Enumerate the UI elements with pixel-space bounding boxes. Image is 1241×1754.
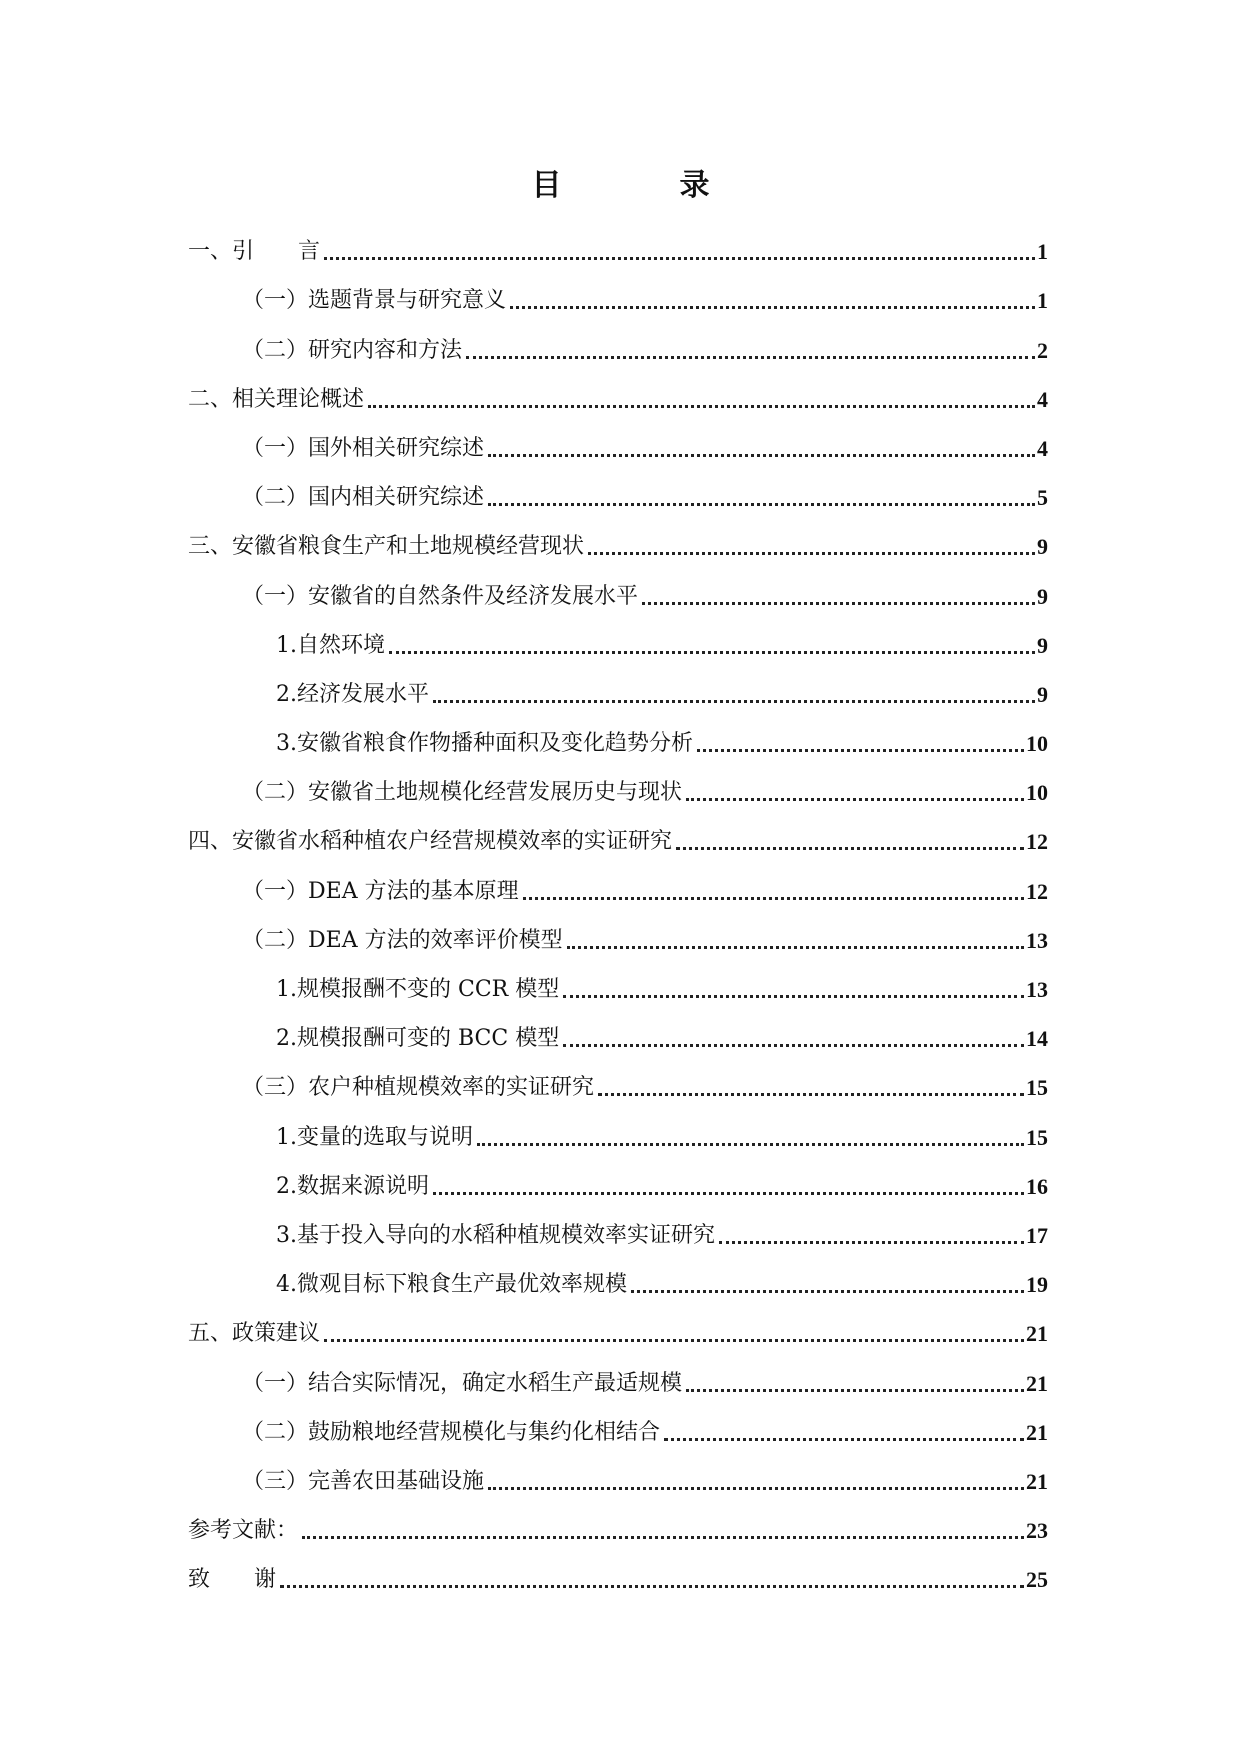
toc-entry-page-number: 10 — [1026, 731, 1048, 757]
toc-entry-page-number: 13 — [1026, 977, 1048, 1002]
toc-entry-text: （一）DEA 方法的基本原理 — [242, 878, 519, 904]
dot-leader — [324, 257, 1035, 260]
toc-entry-page-number: 16 — [1026, 1173, 1048, 1199]
toc-entry-text: 2.规模报酬可变的 BCC 模型 — [276, 1026, 560, 1052]
toc-entry[interactable] — [188, 1054, 1048, 1103]
dot-leader — [523, 897, 1024, 900]
dot-leader — [631, 1290, 1024, 1293]
toc-entry-text: （一）安徽省的自然条件及经济发展水平 — [242, 583, 639, 609]
dot-leader — [488, 503, 1035, 506]
dot-leader — [697, 749, 1024, 752]
dot-leader — [389, 651, 1035, 654]
toc-entry-page-number: 4 — [1037, 386, 1048, 412]
dot-leader — [433, 700, 1035, 703]
toc-entry-page-number: 4 — [1037, 435, 1048, 461]
dot-leader — [719, 1241, 1024, 1244]
toc-entry[interactable] — [188, 956, 1048, 1005]
toc-entry[interactable] — [188, 612, 1048, 661]
toc-entry-page-number: 21 — [1026, 1321, 1048, 1347]
dot-leader — [368, 405, 1035, 408]
toc-entry-page-number: 25 — [1026, 1567, 1048, 1593]
toc-entry-text: （一）国外相关研究综述 — [242, 435, 485, 461]
toc-entry-page-number: 10 — [1026, 780, 1048, 806]
toc-entry-page-number: 14 — [1026, 1026, 1048, 1052]
toc-entry[interactable] — [188, 1349, 1048, 1398]
toc-entry-text: 致 谢 — [188, 1567, 277, 1593]
toc-entry[interactable] — [188, 513, 1048, 562]
toc-entry-text: （二）安徽省土地规模化经营发展历史与现状 — [242, 780, 683, 806]
toc-entry-page-number: 21 — [1026, 1468, 1048, 1494]
toc-entry-page-number: 9 — [1037, 681, 1048, 707]
toc-entry-text: 一、引 言 — [188, 239, 321, 265]
toc-entry-text: 1.变量的选取与说明 — [276, 1124, 473, 1150]
dot-leader — [466, 356, 1035, 359]
toc-entry-page-number: 12 — [1026, 878, 1048, 904]
toc-entry[interactable] — [188, 907, 1048, 956]
toc-entry-page-number: 1 — [1037, 288, 1048, 314]
toc-entry[interactable] — [188, 661, 1048, 710]
dot-leader — [477, 1143, 1024, 1146]
toc-entry-text: 五、政策建议 — [188, 1321, 321, 1347]
toc-entry-text: （三）农户种植规模效率的实证研究 — [242, 1075, 595, 1101]
toc-entry-page-number: 9 — [1037, 632, 1048, 658]
toc-entry-text: （三）完善农田基础设施 — [242, 1468, 485, 1494]
toc-entry-page-number: 15 — [1026, 1075, 1048, 1101]
dot-leader — [598, 1093, 1024, 1096]
toc-title: 目 录 — [531, 168, 754, 203]
toc-entry[interactable] — [188, 759, 1048, 808]
toc-entry-text: 参考文献： — [188, 1518, 299, 1544]
toc-entry-text: 3.基于投入导向的水稻种植规模效率实证研究 — [276, 1222, 715, 1248]
toc-entry[interactable] — [188, 562, 1048, 611]
toc-entry-text: 1.自然环境 — [276, 632, 385, 658]
toc-entry-text: 2.数据来源说明 — [276, 1173, 429, 1199]
dot-leader — [686, 1389, 1024, 1392]
toc-entry[interactable] — [188, 1251, 1048, 1300]
toc-entry[interactable] — [188, 808, 1048, 857]
dot-leader — [676, 847, 1024, 850]
toc-entry-text: 二、相关理论概述 — [188, 386, 365, 412]
toc-entry-text: 4.微观目标下粮食生产最优效率规模 — [276, 1272, 627, 1298]
toc-entry-text: （一）结合实际情况，确定水稻生产最适规模 — [242, 1370, 683, 1396]
dot-leader — [488, 1487, 1024, 1490]
toc-entry[interactable] — [188, 366, 1048, 415]
toc-entry-page-number: 2 — [1037, 337, 1048, 363]
dot-leader — [280, 1585, 1024, 1588]
toc-entry-page-number: 17 — [1026, 1222, 1048, 1248]
dot-leader — [563, 1044, 1024, 1047]
table-of-contents — [188, 218, 1048, 1595]
dot-leader — [324, 1339, 1024, 1342]
dot-leader — [563, 995, 1024, 998]
toc-entry-text: 2.经济发展水平 — [276, 681, 429, 707]
toc-entry[interactable] — [188, 1005, 1048, 1054]
toc-entry[interactable] — [188, 1546, 1048, 1595]
toc-entry-page-number: 5 — [1037, 485, 1048, 511]
dot-leader — [510, 306, 1035, 309]
toc-entry-text: 3.安徽省粮食作物播种面积及变化趋势分析 — [276, 731, 693, 757]
toc-entry-page-number: 12 — [1026, 829, 1048, 855]
toc-entry-text: （一）选题背景与研究意义 — [242, 288, 507, 314]
toc-entry-text: （二）国内相关研究综述 — [242, 485, 485, 511]
dot-leader — [664, 1438, 1024, 1441]
dot-leader — [433, 1192, 1024, 1195]
dot-leader — [686, 798, 1024, 801]
toc-entry[interactable] — [188, 1153, 1048, 1202]
toc-entry[interactable] — [188, 1300, 1048, 1349]
toc-entry[interactable] — [188, 316, 1048, 365]
toc-entry-text: （二）DEA 方法的效率评价模型 — [242, 927, 563, 953]
toc-entry[interactable] — [188, 1399, 1048, 1448]
toc-entry[interactable] — [188, 1448, 1048, 1497]
toc-entry[interactable] — [188, 267, 1048, 316]
toc-entry[interactable] — [188, 415, 1048, 464]
dot-leader — [642, 602, 1035, 605]
dot-leader — [302, 1536, 1024, 1539]
toc-entry-text: 四、安徽省水稻种植农户经营规模效率的实证研究 — [188, 829, 673, 855]
toc-entry-page-number: 9 — [1037, 583, 1048, 609]
toc-entry-page-number: 13 — [1026, 927, 1048, 953]
toc-entry-page-number: 21 — [1026, 1370, 1048, 1396]
toc-entry-text: 1.规模报酬不变的 CCR 模型 — [276, 977, 560, 1002]
toc-entry[interactable] — [188, 710, 1048, 759]
toc-entry-text: （二）研究内容和方法 — [242, 337, 463, 363]
toc-entry-text: （二）鼓励粮地经营规模化与集约化相结合 — [242, 1419, 661, 1445]
toc-entry-page-number: 15 — [1026, 1124, 1048, 1150]
toc-entry-text: 三、安徽省粮食生产和土地规模经营现状 — [188, 534, 585, 560]
toc-entry[interactable] — [188, 1497, 1048, 1546]
toc-entry[interactable] — [188, 1103, 1048, 1152]
toc-entry-page-number: 9 — [1037, 534, 1048, 560]
toc-entry-page-number: 19 — [1026, 1272, 1048, 1298]
toc-entry[interactable] — [188, 464, 1048, 513]
dot-leader — [588, 552, 1035, 555]
toc-entry-page-number: 23 — [1026, 1518, 1048, 1544]
toc-entry-page-number: 21 — [1026, 1419, 1048, 1445]
toc-entry[interactable] — [188, 857, 1048, 906]
toc-entry[interactable] — [188, 218, 1048, 267]
dot-leader — [488, 454, 1035, 457]
toc-entry-page-number: 1 — [1037, 239, 1048, 265]
dot-leader — [567, 946, 1024, 949]
toc-entry[interactable] — [188, 1202, 1048, 1251]
